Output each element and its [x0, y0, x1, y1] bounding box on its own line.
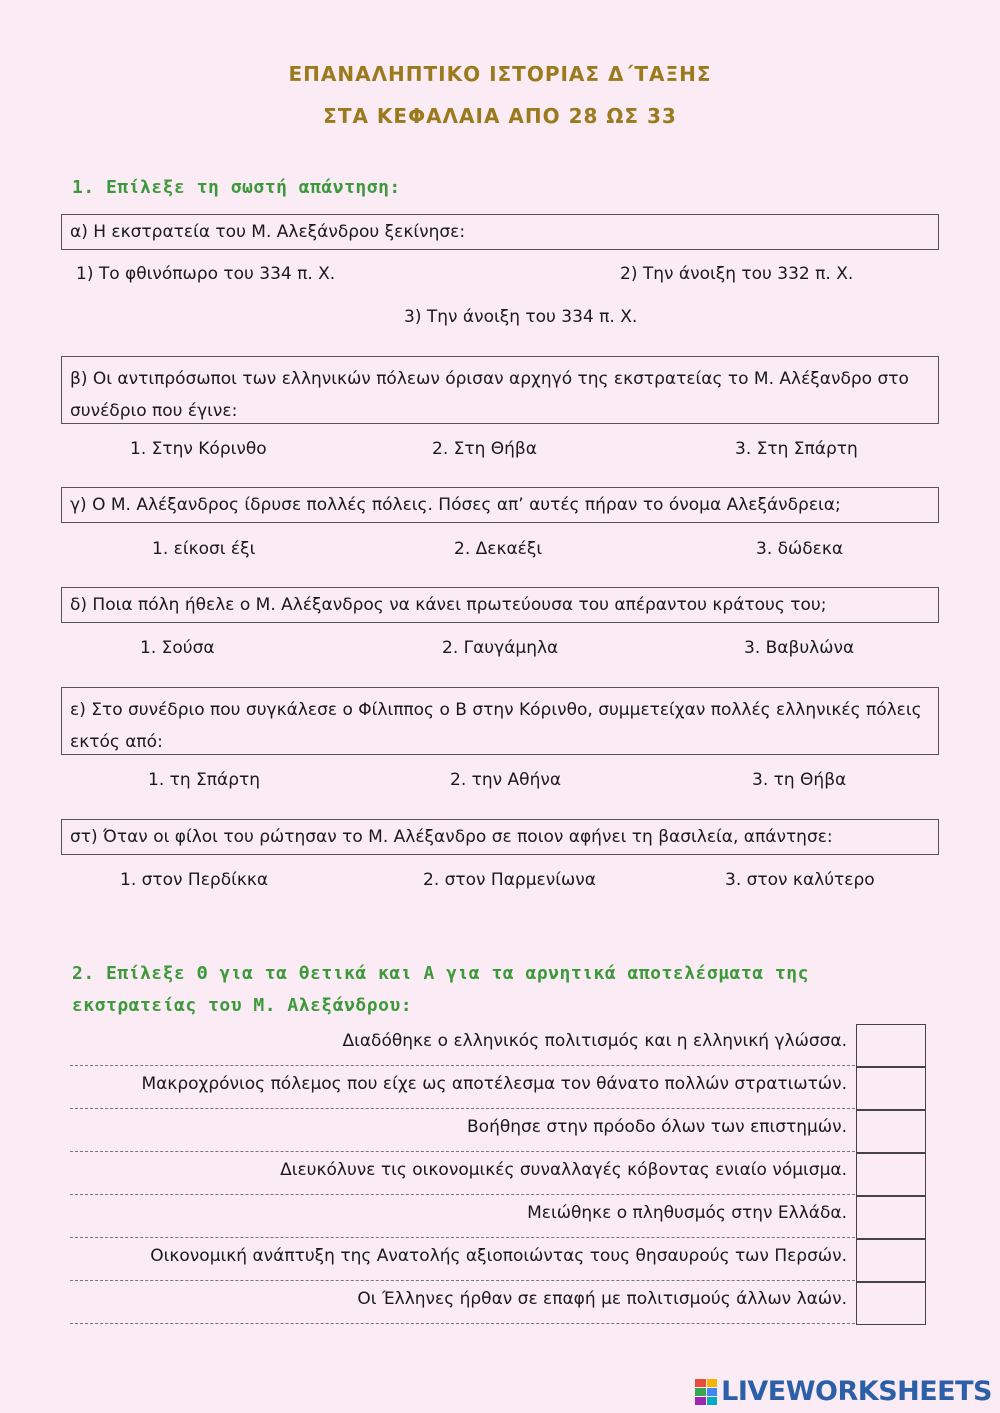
statement-row: Μειώθηκε ο πληθυσμός στην Ελλάδα.	[70, 1196, 855, 1238]
statement-row: Μακροχρόνιος πόλεμος που είχε ως αποτέλεσμα τον θάνατο πολλών στρατιωτών.	[70, 1067, 855, 1109]
option-d-3[interactable]: 3. Βαβυλώνα	[744, 638, 855, 658]
option-b-3[interactable]: 3. Στη Σπάρτη	[735, 439, 858, 459]
option-e-2[interactable]: 2. την Αθήνα	[450, 770, 562, 790]
section1-heading: 1. Επίλεξε τη σωστή απάντηση:	[72, 177, 401, 198]
option-a-1[interactable]: 1) Το φθινόπωρο του 334 π. Χ.	[76, 264, 336, 284]
option-f-1[interactable]: 1. στον Περδίκκα	[120, 870, 269, 890]
option-c-3[interactable]: 3. δώδεκα	[756, 539, 844, 559]
answer-box-2[interactable]	[856, 1067, 926, 1110]
page-subtitle: ΣΤΑ ΚΕΦΑΛΑΙΑ ΑΠΟ 28 ΩΣ 33	[323, 104, 677, 128]
option-a-2[interactable]: 2) Την άνοιξη του 332 π. Χ.	[620, 264, 854, 284]
option-b-2[interactable]: 2. Στη Θήβα	[432, 439, 537, 459]
statement-row: Διαδόθηκε ο ελληνικός πολιτισμός και η ελληνική γλώσσα.	[70, 1024, 855, 1066]
option-f-3[interactable]: 3. στον καλύτερο	[725, 870, 875, 890]
option-e-3[interactable]: 3. τη Θήβα	[752, 770, 847, 790]
option-b-1[interactable]: 1. Στην Κόρινθο	[130, 439, 267, 459]
brand-text: LIVEWORKSHEETS	[721, 1376, 992, 1407]
answer-box-1[interactable]	[856, 1024, 926, 1067]
statement-row: Διευκόλυνε τις οικονομικές συναλλαγές κόβοντας ενιαίο νόμισμα.	[70, 1153, 855, 1195]
option-a-3[interactable]: 3) Την άνοιξη του 334 π. Χ.	[404, 307, 638, 327]
answer-box-3[interactable]	[856, 1110, 926, 1153]
question-d: δ) Ποια πόλη ήθελε ο Μ. Αλέξανδρος να κάνει πρωτεύουσα του απέραντου κράτους του;	[61, 587, 939, 623]
page-title: ΕΠΑΝΑΛΗΠΤΙΚΟ ΙΣΤΟΡΙΑΣ Δ΄ΤΑΞΗΣ	[288, 62, 712, 86]
section2-heading: 2. Επίλεξε Θ για τα θετικά και Α για τα αρνητικά αποτελέσματα της εκστρατείας του Μ. Αλεξάνδρου:	[72, 963, 809, 1016]
liveworksheets-brand	[695, 1376, 992, 1407]
option-d-2[interactable]: 2. Γαυγάμηλα	[442, 638, 559, 658]
option-d-1[interactable]: 1. Σούσα	[140, 638, 215, 658]
answer-box-7[interactable]	[856, 1282, 926, 1325]
statement-row: Βοήθησε στην πρόοδο όλων των επιστημών.	[70, 1110, 855, 1152]
statement-row: Οικονομική ανάπτυξη της Ανατολής αξιοποιώντας τους θησαυρούς των Περσών.	[70, 1239, 855, 1281]
question-a: α) Η εκστρατεία του Μ. Αλεξάνδρου ξεκίνησε:	[61, 214, 939, 250]
question-c: γ) Ο Μ. Αλέξανδρος ίδρυσε πολλές πόλεις. Πόσες απ’ αυτές πήραν το όνομα Αλεξάνδρεια;	[61, 487, 939, 523]
question-e: ε) Στο συνέδριο που συγκάλεσε ο Φίλιππος ο Β στην Κόρινθο, συμμετείχαν πολλές ελληνικές πόλεις εκτός από:	[61, 687, 939, 755]
option-c-1[interactable]: 1. είκοσι έξι	[152, 539, 256, 559]
answer-box-4[interactable]	[856, 1153, 926, 1196]
option-c-2[interactable]: 2. Δεκαέξι	[454, 539, 543, 559]
option-f-2[interactable]: 2. στον Παρμενίωνα	[423, 870, 596, 890]
statement-row: Οι Έλληνες ήρθαν σε επαφή με πολιτισμούς άλλων λαών.	[70, 1282, 855, 1324]
question-b: β) Οι αντιπρόσωποι των ελληνικών πόλεων όρισαν αρχηγό της εκστρατείας το Μ. Αλέξανδρο στο συνέδριο που έγινε:	[61, 356, 939, 424]
answer-box-6[interactable]	[856, 1239, 926, 1282]
option-e-1[interactable]: 1. τη Σπάρτη	[148, 770, 261, 790]
question-f: στ) Όταν οι φίλοι του ρώτησαν το Μ. Αλέξανδρο σε ποιον αφήνει τη βασιλεία, απάντησε:	[61, 819, 939, 855]
liveworksheets-logo-icon	[695, 1379, 717, 1405]
answer-box-5[interactable]	[856, 1196, 926, 1239]
